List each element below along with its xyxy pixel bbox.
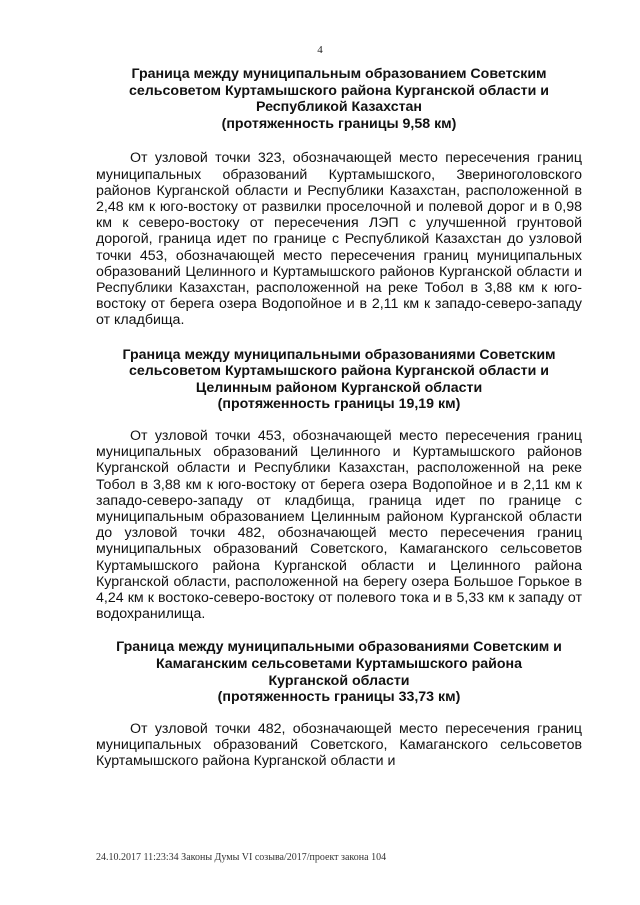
heading-line: Целинным районом Курганской области xyxy=(195,379,483,396)
section-heading xyxy=(96,639,582,705)
boundary-section-1 xyxy=(96,66,582,329)
boundary-section-2 xyxy=(96,347,582,623)
heading-line: Курганской области xyxy=(268,672,410,689)
boundary-length: (протяженность границы 9,58 км) xyxy=(221,115,457,132)
section-paragraph: От узловой точки 453, обозначающей место пересечения границ муниципальных образований Целинного и Куртамышского районов Курганской области и Республики Казахстан, расположенной на реке Тобол в 3,88 км к юго-востоку от берега озера Водопойное и в 2,11 км к западо-северо-западу от кладбища, граница идет по границе с муниципальным образованием Целинным районом Курганской области до узловой точки 482, обозначающей место пересечения границ муниципальных образований Советского, Камаганского сельсоветов Куртамышского района Курганской области и Целинного района Курганской области, расположенной на берегу озера Большое Горькое в 4,24 км к востоко-северо-востоку от полевого тока и в 5,33 км к западу от водохранилища. xyxy=(96,427,582,623)
section-heading xyxy=(96,66,582,132)
heading-line: Граница между муниципальными образованиями Советским xyxy=(122,346,556,363)
heading-line: Камаганским сельсоветами Куртамышского района xyxy=(155,656,523,673)
heading-line: сельсоветом Куртамышского района Курганской области и xyxy=(129,82,549,99)
section-heading xyxy=(96,347,582,413)
heading-line: сельсоветом Куртамышского района Курганской области и xyxy=(129,363,549,380)
document-body xyxy=(96,66,582,769)
heading-line: Граница между муниципальными образованиями Советским и xyxy=(116,639,562,656)
boundary-section-3 xyxy=(96,639,582,769)
boundary-length: (протяженность границы 33,73 км) xyxy=(217,689,461,706)
heading-line: Республикой Казахстан xyxy=(255,99,423,116)
section-paragraph: От узловой точки 323, обозначающей место пересечения границ муниципальных образований Куртамышского, Звериноголовского районов Курганской области и Республики Казахстан, расположенной в 2,48 км к юго-востоку от развилки проселочной и полевой дорог и в 0,98 км к северо-востоку от пересечения ЛЭП с улучшенной грунтовой дорогой, граница идет по границе с Республикой Казахстан до узловой точки 453, обозначающей место пересечения границ муниципальных образований Целинного и Куртамышского районов Курганской области и Республики Казахстан, расположенной на реке Тобол в 3,88 км к юго-востоку от берега озера Водопойное и в 2,11 км к западо-северо-западу от кладбища. xyxy=(96,150,582,329)
document-footer: 24.10.2017 11:23:34 Законы Думы VI созыва/2017/проект закона 104 xyxy=(96,852,387,863)
boundary-length: (протяженность границы 19,19 км) xyxy=(217,396,461,413)
section-paragraph: От узловой точки 482, обозначающей место пересечения границ муниципальных образований Советского, Камаганского сельсоветов Куртамышского района Курганской области и xyxy=(96,720,582,770)
heading-line: Граница между муниципальным образованием Советским xyxy=(131,66,547,82)
page-number: 4 xyxy=(317,44,323,56)
